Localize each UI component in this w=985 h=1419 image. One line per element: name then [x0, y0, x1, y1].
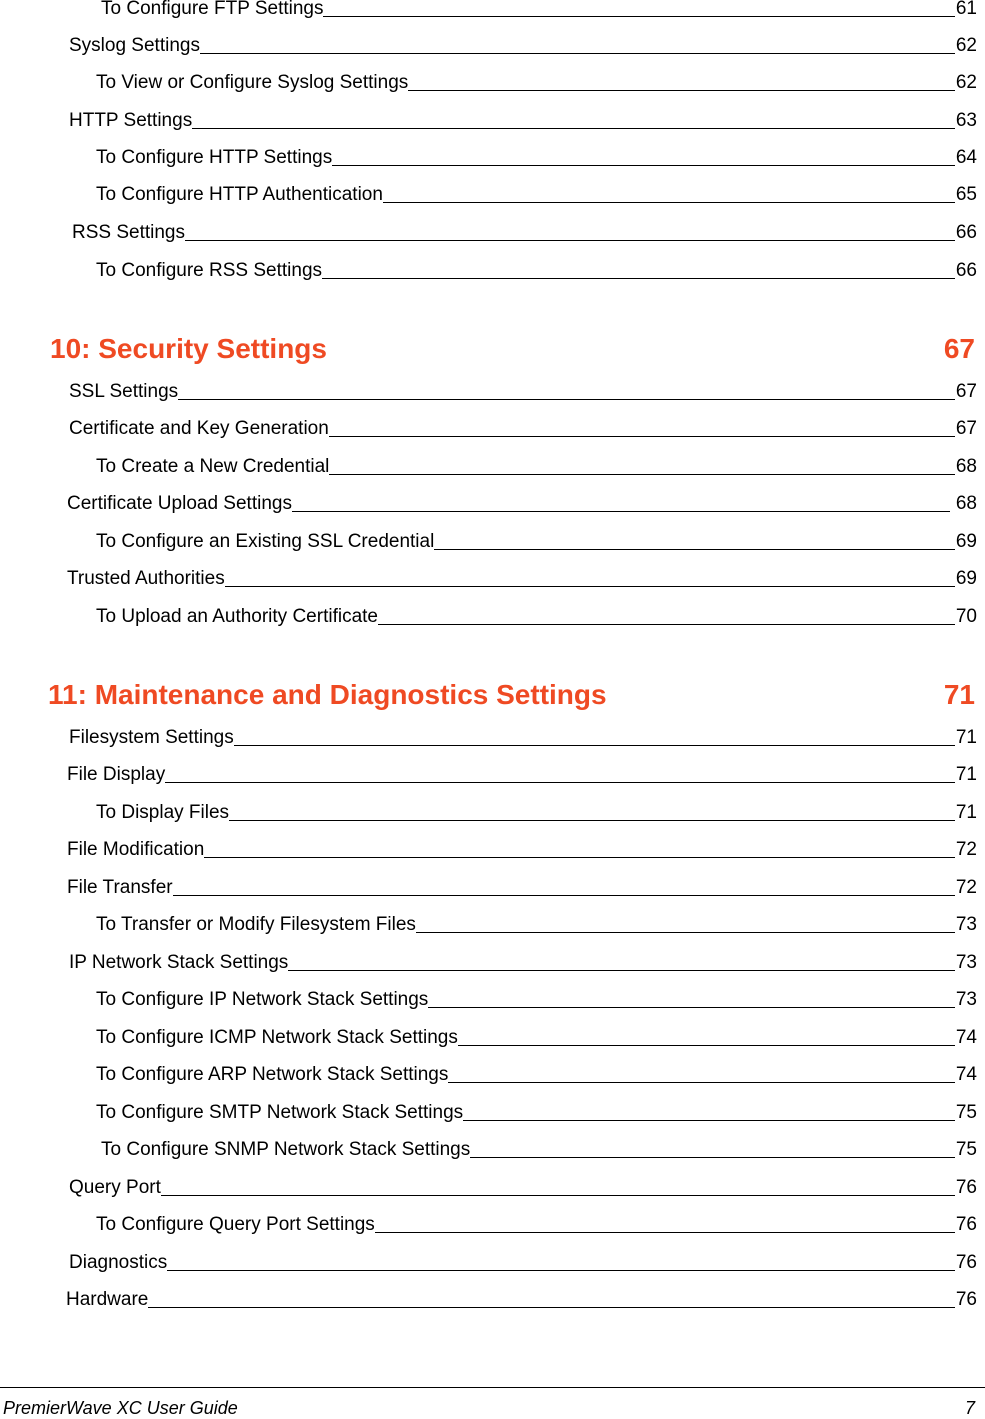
toc-entry-label: To Configure IP Network Stack Settings — [96, 989, 429, 1010]
toc-entry[interactable] — [67, 877, 977, 899]
toc-entry[interactable] — [66, 1289, 977, 1311]
leader-line — [470, 1157, 955, 1158]
leader-line — [332, 165, 955, 166]
toc-entry-page: 67 — [955, 381, 977, 402]
toc-entry-label: To Configure SMTP Network Stack Settings — [96, 1102, 464, 1123]
footer-title: PremierWave XC User Guide — [3, 1398, 238, 1418]
toc-entry-page: 73 — [955, 952, 977, 973]
leader-line — [173, 895, 955, 896]
leader-line — [428, 1007, 955, 1008]
leader-line — [434, 549, 955, 550]
toc-entry[interactable] — [72, 222, 977, 244]
toc-entry-label: Syslog Settings — [69, 35, 200, 56]
leader-line — [200, 53, 955, 54]
toc-entry-label: Query Port — [69, 1177, 161, 1198]
toc-entry[interactable] — [69, 1177, 977, 1199]
toc-entry-page: 74 — [955, 1027, 977, 1048]
toc-entry[interactable] — [96, 147, 977, 169]
toc-entry-page: 62 — [955, 35, 977, 56]
toc-entry-label: Certificate Upload Settings — [67, 493, 292, 514]
toc-entry-label: To Display Files — [96, 802, 230, 823]
leader-line — [148, 1307, 954, 1308]
toc-entry-label: Hardware — [66, 1289, 149, 1310]
toc-entry[interactable] — [69, 727, 977, 749]
toc-entry[interactable] — [96, 184, 977, 206]
toc-entry[interactable] — [69, 381, 977, 403]
chapter-page: 71 — [943, 679, 975, 710]
toc-entry-label: To Configure HTTP Settings — [96, 147, 333, 168]
toc-entry-label: To Configure an Existing SSL Credential — [96, 531, 435, 552]
leader-line — [204, 857, 955, 858]
toc-entry[interactable] — [96, 1102, 977, 1124]
toc-entry-page: 76 — [955, 1177, 977, 1198]
toc-entry-label: Certificate and Key Generation — [69, 418, 329, 439]
toc-entry[interactable] — [69, 35, 977, 57]
toc-entry[interactable] — [67, 493, 977, 515]
toc-entry[interactable] — [96, 260, 977, 282]
toc-entry[interactable] — [96, 606, 977, 628]
toc-entry[interactable] — [96, 531, 977, 553]
toc-entry-page: 75 — [955, 1102, 977, 1123]
toc-entry-page: 61 — [955, 0, 977, 19]
toc-entry-page: 75 — [955, 1139, 977, 1160]
toc-entry-label: File Transfer — [67, 877, 173, 898]
leader-line — [288, 970, 955, 971]
toc-entry-page: 73 — [955, 989, 977, 1010]
toc-entry-label: SSL Settings — [69, 381, 179, 402]
toc-entry-page: 76 — [955, 1214, 977, 1235]
toc-entry[interactable] — [67, 568, 977, 590]
toc-entry[interactable] — [101, 1139, 977, 1161]
leader-line — [167, 1270, 955, 1271]
chapter-page: 67 — [943, 333, 975, 364]
leader-line — [234, 745, 955, 746]
toc-entry-label: Filesystem Settings — [69, 727, 234, 748]
toc-entry-page: 68 — [950, 493, 977, 514]
toc-entry-label: File Modification — [67, 839, 205, 860]
toc-entry[interactable] — [96, 456, 977, 478]
chapter-heading[interactable] — [48, 678, 975, 712]
leader-line — [161, 1195, 955, 1196]
toc-entry-page: 76 — [955, 1289, 977, 1310]
toc-entry-page: 68 — [955, 456, 977, 477]
footer-divider — [0, 1387, 985, 1388]
toc-entry-page: 67 — [955, 418, 977, 439]
toc-entry-label: To Transfer or Modify Filesystem Files — [96, 914, 416, 935]
leader-line — [292, 511, 950, 512]
toc-entry-label: To Upload an Authority Certificate — [96, 606, 378, 627]
toc-entry-label: To Configure ARP Network Stack Settings — [96, 1064, 449, 1085]
toc-entry[interactable] — [67, 839, 977, 861]
toc-entry-page: 69 — [955, 531, 977, 552]
toc-entry-page: 72 — [955, 877, 977, 898]
toc-entry-label: To Configure RSS Settings — [96, 260, 323, 281]
leader-line — [463, 1120, 955, 1121]
toc-entry-page: 69 — [955, 568, 977, 589]
leader-line — [408, 90, 955, 91]
toc-entry-label: IP Network Stack Settings — [69, 952, 289, 973]
toc-entry-label: To Configure SNMP Network Stack Settings — [101, 1139, 471, 1160]
toc-entry-page: 66 — [955, 222, 977, 243]
toc-entry-page: 73 — [955, 914, 977, 935]
toc-entry[interactable] — [69, 110, 977, 132]
leader-line — [165, 782, 955, 783]
toc-entry-page: 74 — [955, 1064, 977, 1085]
leader-line — [185, 240, 955, 241]
toc-entry[interactable] — [67, 764, 977, 786]
toc-entry-page: 76 — [955, 1252, 977, 1273]
toc-entry-page: 71 — [955, 764, 977, 785]
toc-entry-label: To Configure Query Port Settings — [96, 1214, 375, 1235]
toc-entry[interactable] — [96, 1027, 977, 1049]
toc-entry-label: To View or Configure Syslog Settings — [96, 72, 409, 93]
toc-entry[interactable] — [96, 72, 977, 94]
leader-line — [329, 474, 954, 475]
toc-entry[interactable] — [96, 989, 977, 1011]
toc-entry[interactable] — [69, 418, 977, 440]
toc-entry[interactable] — [101, 0, 977, 20]
toc-entry-label: Diagnostics — [69, 1252, 168, 1273]
toc-entry-page: 62 — [955, 72, 977, 93]
leader-line — [378, 624, 955, 625]
leader-line — [383, 202, 955, 203]
leader-line — [229, 820, 955, 821]
toc-entry-label: RSS Settings — [72, 222, 185, 243]
toc-entry-page: 71 — [955, 802, 977, 823]
leader-line — [458, 1045, 955, 1046]
toc-entry-label: HTTP Settings — [69, 110, 193, 131]
toc-entry[interactable] — [96, 1064, 977, 1086]
leader-line — [225, 586, 955, 587]
toc-entry[interactable] — [69, 1252, 977, 1274]
toc-entry[interactable] — [96, 914, 977, 936]
toc-entry-label: To Configure HTTP Authentication — [96, 184, 383, 205]
toc-entry-page: 72 — [955, 839, 977, 860]
footer-page-number: 7 — [964, 1398, 975, 1418]
toc-entry-label: To Configure FTP Settings — [101, 0, 324, 19]
leader-line — [416, 932, 955, 933]
leader-line — [448, 1082, 954, 1083]
toc-entry-page: 66 — [955, 260, 977, 281]
leader-line — [192, 128, 955, 129]
chapter-heading[interactable] — [50, 332, 975, 366]
leader-line — [375, 1232, 955, 1233]
toc-entry-label: Trusted Authorities — [67, 568, 225, 589]
toc-entry-page: 63 — [955, 110, 977, 131]
toc-entry-label: To Configure ICMP Network Stack Settings — [96, 1027, 458, 1048]
toc-entry-page: 71 — [955, 727, 977, 748]
chapter-title: 11: Maintenance and Diagnostics Settings — [48, 679, 607, 710]
toc-entry[interactable] — [96, 1214, 977, 1236]
toc-entry-label: File Display — [67, 764, 166, 785]
leader-line — [323, 16, 954, 17]
leader-line — [322, 278, 955, 279]
toc-entry[interactable] — [69, 952, 977, 974]
toc-entry-page: 64 — [955, 147, 977, 168]
chapter-title: 10: Security Settings — [50, 333, 327, 364]
toc-entry-label: To Create a New Credential — [96, 456, 330, 477]
toc-entry-page: 70 — [955, 606, 977, 627]
leader-line — [329, 436, 955, 437]
leader-line — [178, 399, 955, 400]
toc-entry-page: 65 — [955, 184, 977, 205]
toc-entry[interactable] — [96, 802, 977, 824]
